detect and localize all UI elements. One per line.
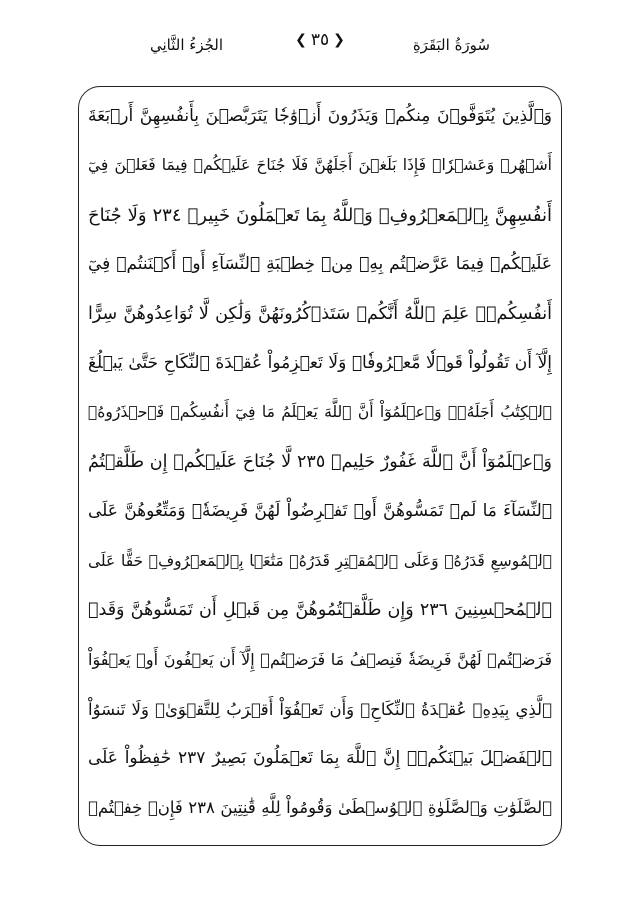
text-line-6: إِلَّآ أَن تَقُولُواْ قَوۡلٗا مَّعۡرُوفٗاۚ وَلَا تَعۡزِمُواْ عُقۡدَةَ ٱلنِّكَاحِ حَتَّىٰ يَبۡلُغَ bbox=[88, 352, 552, 373]
text-line-8: وَٱعۡلَمُوٓاْ أَنَّ ٱللَّهَ غَفُورٌ حَلِيمٞ ٢٣٥ لَّا جُنَاحَ عَلَيۡكُمۡ إِن طَلَّقۡتُمُ bbox=[88, 451, 552, 472]
text-line-5: أَنفُسِكُمۡۚ عَلِمَ ٱللَّهُ أَنَّكُمۡ سَتَذۡكُرُونَهُنَّ وَلَٰكِن لَّا تُوَاعِدُوهُنَّ سِرًّا bbox=[88, 303, 552, 324]
text-line-9: ٱلنِّسَآءَ مَا لَمۡ تَمَسُّوهُنَّ أَوۡ تَفۡرِضُواْ لَهُنَّ فَرِيضَةٗۚ وَمَتِّعُوهُنَّ عَلَى bbox=[88, 501, 552, 522]
page-number: ٣٥ bbox=[310, 30, 330, 50]
page-header bbox=[150, 30, 490, 64]
text-line-4: عَلَيۡكُمۡ فِيمَا عَرَّضۡتُم بِهِۦ مِنۡ خِطۡبَةِ ٱلنِّسَآءِ أَوۡ أَكۡنَنتُمۡ فِيٓ bbox=[88, 254, 552, 275]
text-line-10: ٱلۡمُوسِعِ قَدَرُهُۥ وَعَلَى ٱلۡمُقۡتِرِ قَدَرُهُۥ مَتَٰعَۢا بِٱلۡمَعۡرُوفِۖ حَقًّا عَلَى bbox=[88, 551, 552, 570]
text-line-15: ٱلصَّلَوَٰتِ وَٱلصَّلَوٰةِ ٱلۡوُسۡطَىٰ وَقُومُواْ لِلَّهِ قَٰنِتِينَ ٢٣٨ فَإِنۡ خِفۡتُمۡ bbox=[88, 798, 552, 818]
text-line-14: ٱلۡفَضۡلَ بَيۡنَكُمۡۚ إِنَّ ٱللَّهَ بِمَا تَعۡمَلُونَ بَصِيرٌ ٢٣٧ حَٰفِظُواْ عَلَى bbox=[88, 748, 552, 769]
text-line-12: فَرَضۡتُمۡ لَهُنَّ فَرِيضَةٗ فَنِصۡفُ مَا فَرَضۡتُمۡ إِلَّآ أَن يَعۡفُونَ أَوۡ يَعۡفُوَاْ bbox=[88, 650, 552, 670]
ornament-right-icon: ❯ bbox=[333, 32, 345, 48]
text-line-13: ٱلَّذِي بِيَدِهِۦ عُقۡدَةُ ٱلنِّكَاحِۚ وَأَن تَعۡفُوٓاْ أَقۡرَبُ لِلتَّقۡوَىٰۚ وَلَا تَنسَوُاْ bbox=[88, 699, 552, 719]
page-number-ornament bbox=[295, 30, 345, 50]
text-line-2: أَشۡهُرٖ وَعَشۡرٗاۖ فَإِذَا بَلَغۡنَ أَجَلَهُنَّ فَلَا جُنَاحَ عَلَيۡكُمۡ فِيمَا فَعَلۡنَ فِيٓ bbox=[88, 156, 552, 175]
surah-name: سُورَةُ البَقَرَةِ bbox=[412, 36, 490, 54]
text-line-1: وَٱلَّذِينَ يُتَوَفَّوۡنَ مِنكُمۡ وَيَذَرُونَ أَزۡوَٰجٗا يَتَرَبَّصۡنَ بِأَنفُسِهِنَّ أَرۡبَعَةَ bbox=[88, 106, 552, 126]
quran-text-block bbox=[88, 92, 552, 833]
text-line-3: أَنفُسِهِنَّ بِٱلۡمَعۡرُوفِۗ وَٱللَّهُ بِمَا تَعۡمَلُونَ خَبِيرٞ ٢٣٤ وَلَا جُنَاحَ bbox=[88, 204, 552, 226]
juz-name: الجُزءُ الثَّانِي bbox=[150, 36, 224, 54]
ornament-left-icon: ❮ bbox=[295, 32, 307, 48]
text-line-11: ٱلۡمُحۡسِنِينَ ٢٣٦ وَإِن طَلَّقۡتُمُوهُنَّ مِن قَبۡلِ أَن تَمَسُّوهُنَّ وَقَدۡ bbox=[88, 599, 552, 620]
text-line-7: ٱلۡكِتَٰبُ أَجَلَهُۥۚ وَٱعۡلَمُوٓاْ أَنَّ ٱللَّهَ يَعۡلَمُ مَا فِيٓ أَنفُسِكُمۡ فَٱحۡذَرُوهُۚ bbox=[88, 403, 552, 422]
